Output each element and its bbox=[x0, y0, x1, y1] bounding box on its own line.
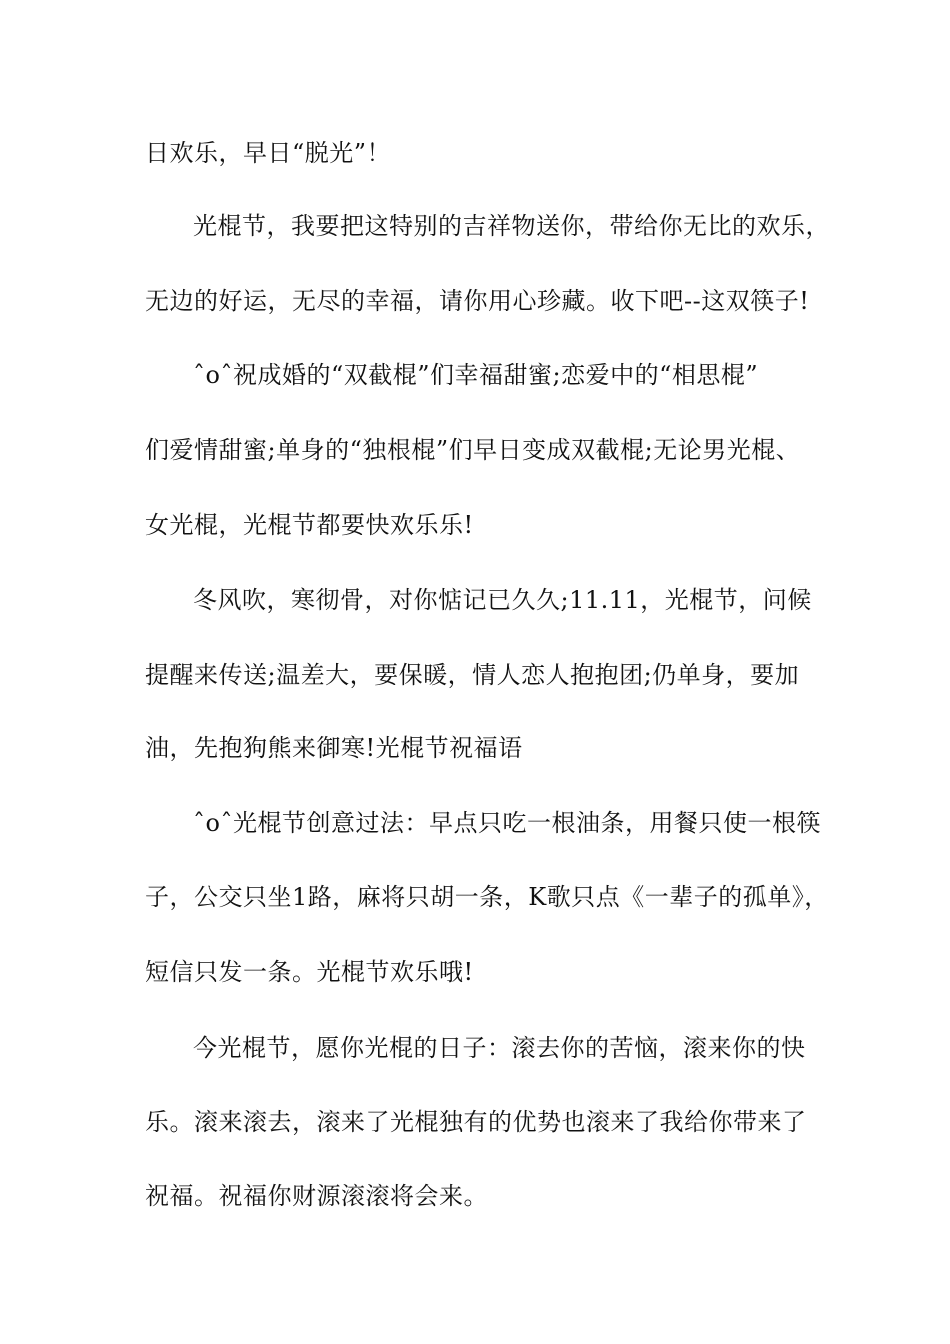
text-line-7: 冬风吹，寒彻骨，对你惦记已久久;11.11，光棍节，问候 bbox=[193, 586, 812, 614]
text-line-1: 日欢乐，早日“脱光”！ bbox=[145, 139, 392, 167]
text-line-4: ˆoˆ祝成婚的“双截棍”们幸福甜蜜;恋爱中的“相思棍” bbox=[193, 361, 759, 389]
text-line-10: ˆoˆ光棍节创意过法：早点只吃一根油条，用餐只使一根筷 bbox=[193, 809, 821, 837]
text-line-5: 们爱情甜蜜;单身的“独根棍”们早日变成双截棍;无论男光棍、 bbox=[145, 436, 801, 464]
text-line-15: 祝福。祝福你财源滚滚将会来。 bbox=[145, 1182, 488, 1210]
text-line-3: 无边的好运，无尽的幸福，请你用心珍藏。收下吧--这双筷子! bbox=[145, 287, 810, 315]
text-line-8: 提醒来传送;温差大，要保暖，情人恋人抱抱团;仍单身，要加 bbox=[145, 661, 800, 689]
text-line-13: 今光棍节，愿你光棍的日子：滚去你的苦恼，滚来你的快 bbox=[193, 1034, 806, 1062]
text-line-14: 乐。滚来滚去，滚来了光棍独有的优势也滚来了我给你带来了 bbox=[145, 1108, 807, 1136]
text-line-2: 光棍节，我要把这特别的吉祥物送你，带给你无比的欢乐， bbox=[193, 212, 830, 240]
text-line-9: 油，先抱狗熊来御寒!光棍节祝福语 bbox=[145, 734, 523, 762]
text-line-11: 子，公交只坐1路，麻将只胡一条，K歌只点《一辈子的孤单》， bbox=[145, 883, 829, 911]
text-line-6: 女光棍，光棍节都要快欢乐乐! bbox=[145, 511, 474, 539]
text-line-12: 短信只发一条。光棍节欢乐哦! bbox=[145, 958, 474, 986]
